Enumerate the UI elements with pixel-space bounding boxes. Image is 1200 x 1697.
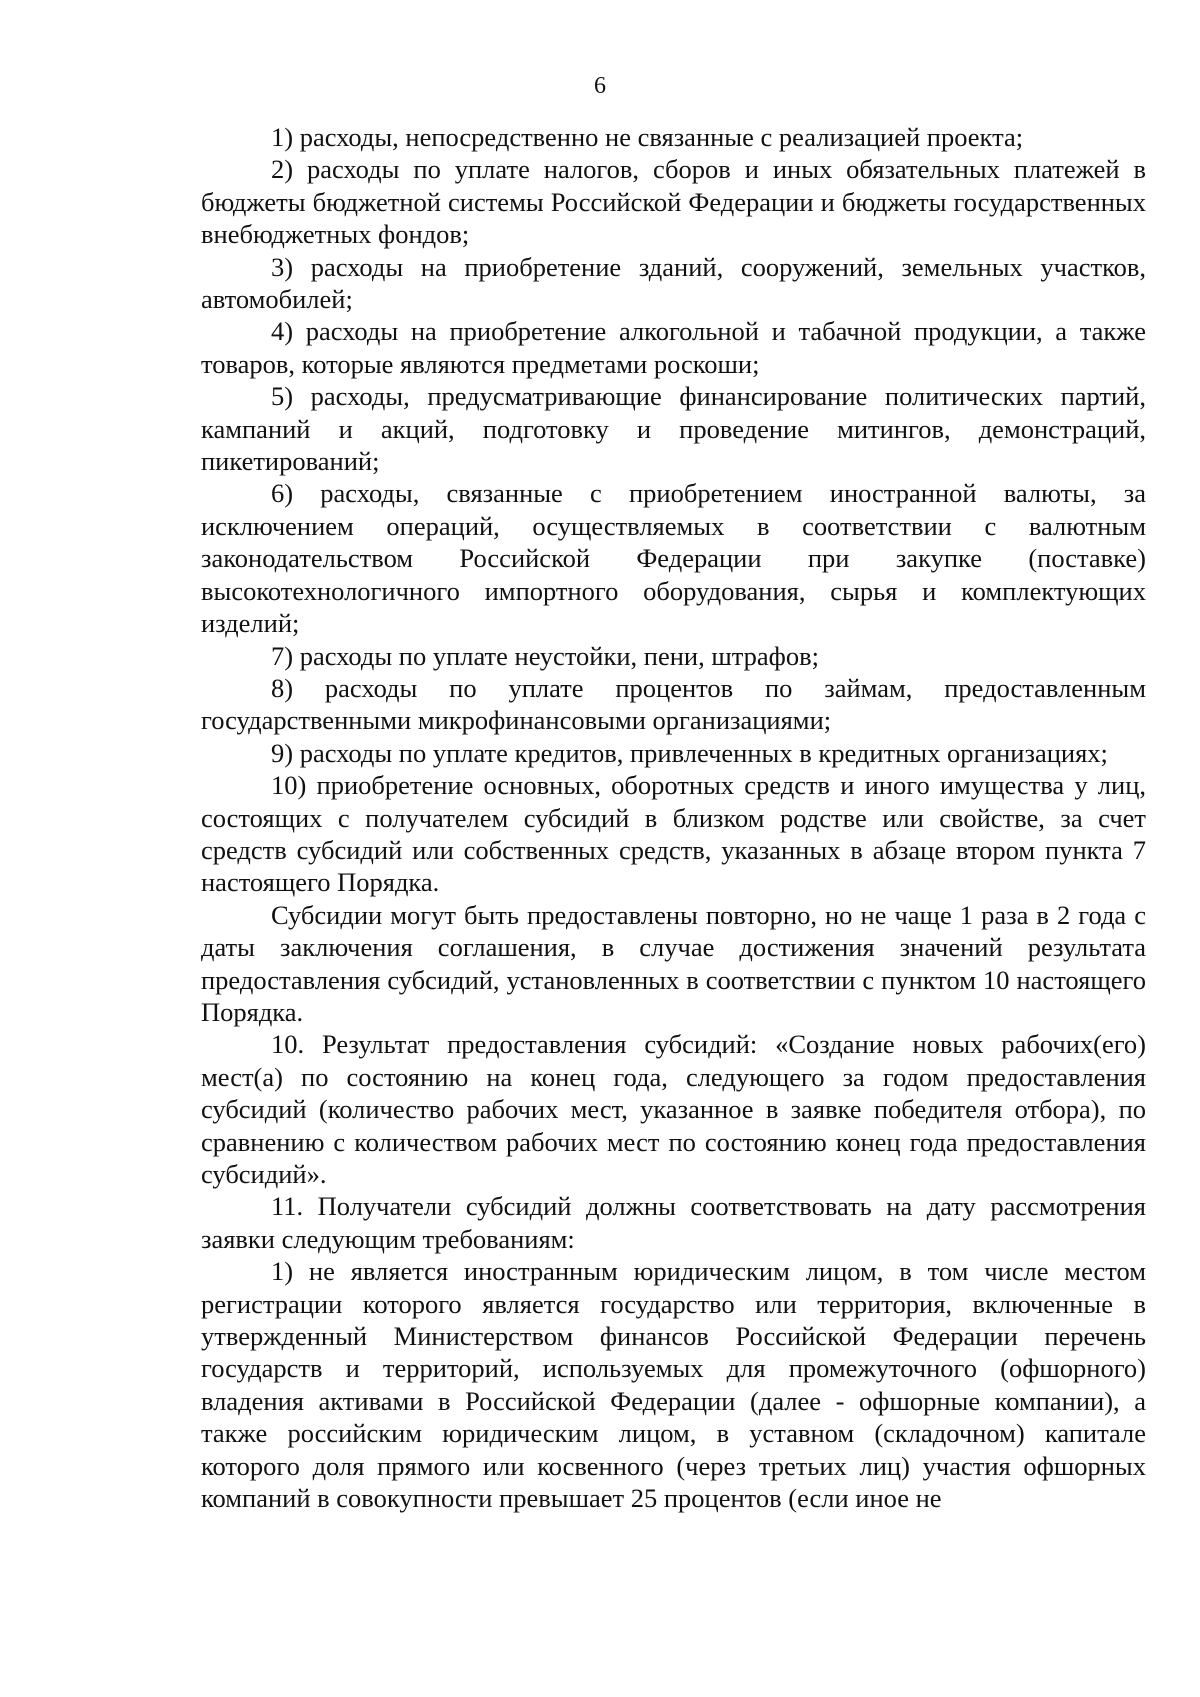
- paragraph-requirement-1: 1) не является иностранным юридическим лицом, в том числе местом регистрации которого является государство или территория, включенные в утвержденный Министерством финансов Российской Федерации перечень государств и территорий, используемых для промежуточного (офшорного) владения активами в Российской Федерации (далее - офшорные компании), а также российским юридическим лицом, в уставном (складочном) капитале которого доля прямого или косвенного (через третьих лиц) участия офшорных компаний в совокупности превышает 25 процентов (если иное не: [201, 1256, 1146, 1514]
- paragraph-item-2: 2) расходы по уплате налогов, сборов и иных обязательных платежей в бюджеты бюджетной системы Российской Федерации и бюджеты государственных внебюджетных фондов;: [201, 154, 1146, 250]
- page-number: 6: [594, 73, 606, 99]
- paragraph-item-1: 1) расходы, непосредственно не связанные с реализацией проекта;: [271, 122, 1024, 152]
- paragraph-item-7: 7) расходы по уплате неустойки, пени, штрафов;: [271, 640, 819, 671]
- paragraph-point-11: 11. Получатели субсидий должны соответствовать на дату рассмотрения заявки следующим требованиям:: [201, 1191, 1146, 1254]
- paragraph-item-3: 3) расходы на приобретение зданий, сооружений, земельных участков, автомобилей;: [201, 251, 1146, 315]
- document-body: [201, 121, 1146, 1514]
- paragraph-point-10: 10. Результат предоставления субсидий: «Создание новых рабочих(его) мест(а) по состоянию на конец года, следующего за годом предоставления субсидий (количество рабочих мест, указанное в заявке победителя отбора), по сравнению с количеством рабочих мест по состоянию конец года предоставления субсидий».: [201, 1029, 1146, 1189]
- paragraph-item-9: 9) расходы по уплате кредитов, привлеченных в кредитных организациях;: [271, 737, 1108, 768]
- paragraph-item-4: 4) расходы на приобретение алкогольной и табачной продукции, а также товаров, которые являются предметами роскоши;: [201, 316, 1146, 379]
- paragraph-item-10: 10) приобретение основных, оборотных средств и иного имущества у лиц, состоящих с получателем субсидий в близком родстве или свойстве, за счет средств субсидий или собственных средств, указанных в абзаце втором пункта 7 настоящего Порядка.: [201, 770, 1146, 898]
- paragraph-item-8: 8) расходы по уплате процентов по займам, предоставленным государственными микрофинансовыми организациями;: [201, 672, 1146, 736]
- paragraph-resubsidy: Субсидии могут быть предоставлены повторно, но не чаще 1 раза в 2 года с даты заключения соглашения, в случае достижения значений результата предоставления субсидий, установленных в соответствии с пунктом 10 настоящего Порядка.: [201, 899, 1146, 1027]
- paragraph-item-5: 5) расходы, предусматривающие финансирование политических партий, кампаний и акций, подготовку и проведение митингов, демонстраций, пикетирований;: [201, 381, 1146, 477]
- paragraph-item-6: 6) расходы, связанные с приобретением иностранной валюты, за исключением операций, осуществляемых в соответствии с валютным законодательством Российской Федерации при закупке (поставке) высокотехнологичного импортного оборудования, сырья и комплектующих изделий;: [201, 478, 1146, 639]
